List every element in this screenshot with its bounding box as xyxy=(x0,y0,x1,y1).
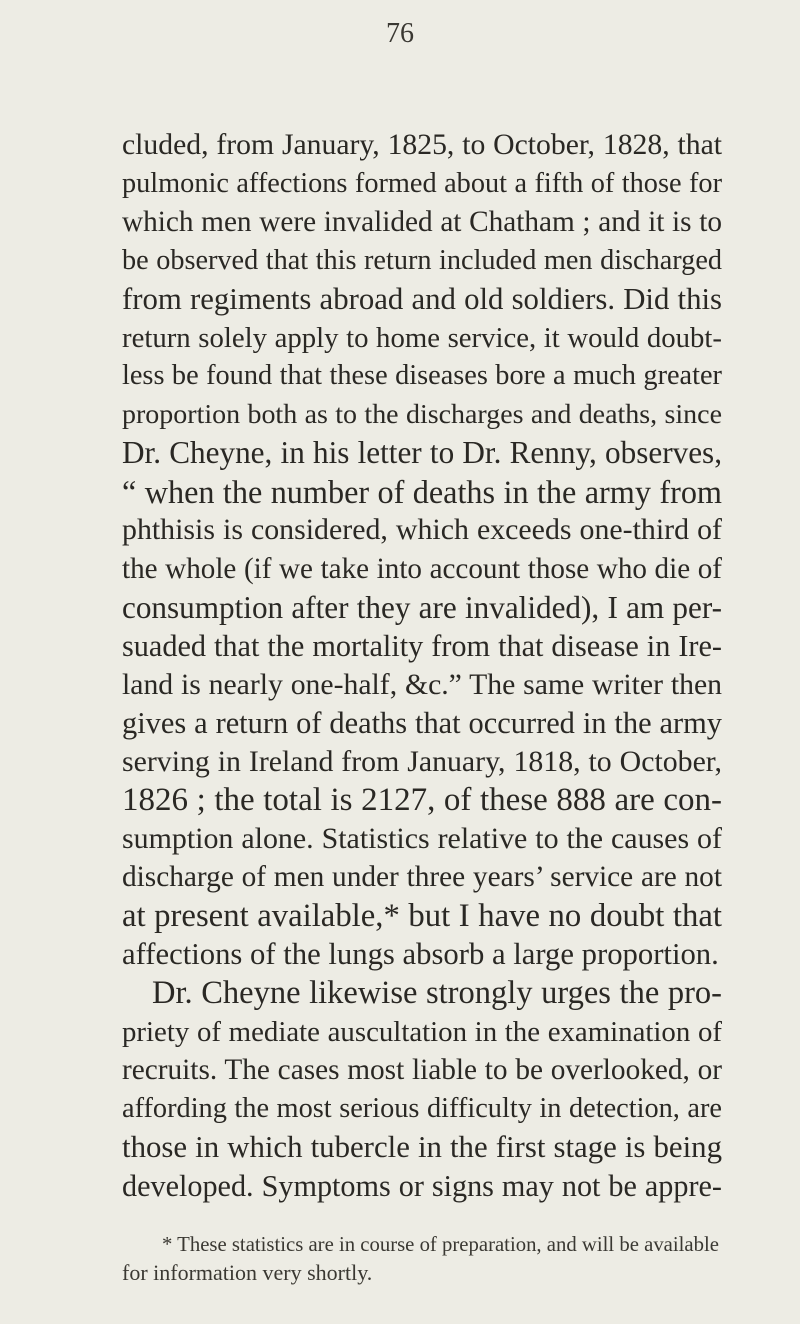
text-line: affording the most serious difficulty in detection, are xyxy=(122,1092,722,1124)
text-line: sumption alone. Statistics relative to the causes of xyxy=(122,821,722,855)
text-line: recruits. The cases most liable to be overlooked, or xyxy=(122,1054,722,1087)
text-line: cluded, from January, 1825, to October, 1828, that xyxy=(122,129,722,161)
text-line: less be found that these diseases bore a much greater xyxy=(122,360,722,392)
text-line: serving in Ireland from January, 1818, to October, xyxy=(122,744,722,778)
text-line: those in which tubercle in the first stage is being xyxy=(122,1130,722,1165)
footnote-line: for information very shortly. xyxy=(122,1260,373,1285)
text-line: developed. Symptoms or signs may not be appre- xyxy=(122,1168,722,1203)
text-line: “ when the number of deaths in the army from xyxy=(122,473,722,510)
text-line: at present available,* but I have no doubt that xyxy=(122,897,722,934)
body-text xyxy=(122,126,722,1205)
text-line: Dr. Cheyne, in his letter to Dr. Renny, observes, xyxy=(122,435,722,471)
text-line: be observed that this return included men discharged xyxy=(122,244,722,276)
page-number: 76 xyxy=(386,18,414,49)
text-line: proportion both as to the discharges and deaths, since xyxy=(122,398,722,430)
footnote xyxy=(122,1232,722,1286)
text-line: which men were invalided at Chatham ; and it is to xyxy=(122,206,722,239)
text-line: priety of mediate auscultation in the examination of xyxy=(122,1015,722,1048)
text-line: pulmonic affections formed about a fifth of those for xyxy=(122,167,722,199)
text-line: 1826 ; the total is 2127, of these 888 are con- xyxy=(122,782,722,819)
text-line: the whole (if we take into account those who die of xyxy=(122,553,722,586)
text-line: consumption after they are invalided), I am per- xyxy=(122,589,722,625)
footnote-line: * These statistics are in course of preparation, and will be available xyxy=(162,1234,719,1256)
text-line: discharge of men under three years’ service are not xyxy=(122,861,722,894)
text-line: affections of the lungs absorb a large proportion. xyxy=(122,937,719,972)
text-line: land is nearly one-half, &c.” The same writer then xyxy=(122,668,722,701)
text-line: gives a return of deaths that occurred in the army xyxy=(122,706,722,741)
paragraph-start-line: Dr. Cheyne likewise strongly urges the pro- xyxy=(152,975,722,1012)
text-line: return solely apply to home service, it would doubt- xyxy=(122,321,722,354)
text-line: from regiments abroad and old soldiers. Did this xyxy=(122,282,722,317)
text-line: suaded that the mortality from that disease in Ire- xyxy=(122,629,722,664)
text-line: phthisis is considered, which exceeds one-third of xyxy=(122,513,722,547)
